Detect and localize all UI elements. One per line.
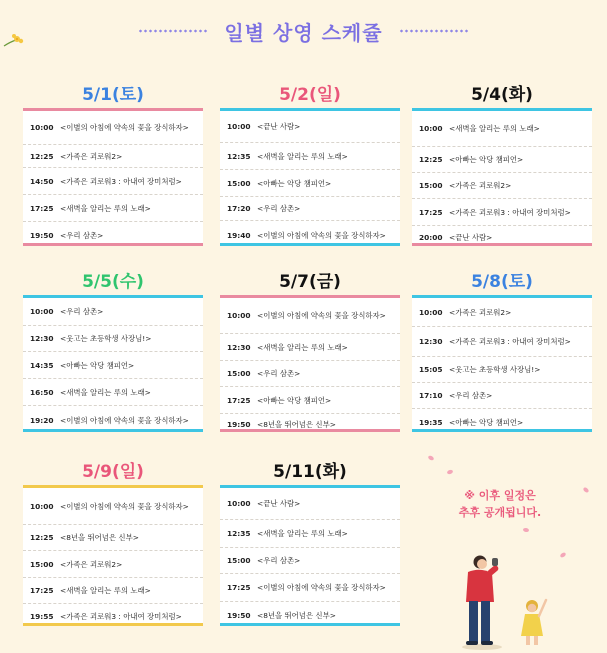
notice-text	[430, 487, 570, 521]
petal-decoration	[523, 528, 530, 533]
movie-title: <가족은 괴로워3 : 아내여 장미처럼>	[449, 337, 571, 346]
title-dots-left	[138, 29, 208, 33]
showtime: 17:10	[419, 391, 443, 400]
day-title: 5/4(화)	[471, 85, 533, 105]
petal-decoration	[446, 469, 453, 475]
movie-title: <이별의 아침에 약속의 꽃을 장식하자>	[60, 416, 189, 425]
movie-title: <이별의 아침에 약속의 꽃을 장식하자>	[60, 501, 189, 511]
movie-title: <우리 삼촌>	[257, 556, 301, 565]
schedule-row	[412, 173, 592, 199]
showtime: 17:25	[227, 583, 251, 592]
title-dots-right	[399, 29, 469, 33]
day-schedule-card	[220, 295, 400, 432]
day-title: 5/1(토)	[82, 85, 144, 105]
movie-title: <가족은 괴로워2>	[60, 559, 123, 569]
movie-title: <새벽을 알리는 루의 노래>	[60, 387, 151, 397]
showtime: 17:25	[419, 207, 443, 217]
showtime: 10:00	[227, 122, 251, 131]
showtime: 19:50	[30, 231, 54, 240]
showtime: 16:50	[30, 387, 54, 397]
movie-title: <이별의 아침에 약속의 꽃을 장식하자>	[257, 311, 386, 320]
day-schedule-card	[23, 108, 203, 246]
schedule-row	[23, 488, 203, 525]
showtime: 17:25	[30, 203, 54, 213]
schedule-row	[220, 414, 400, 435]
showtime: 10:00	[30, 501, 54, 511]
movie-title: <우리 삼촌>	[60, 307, 104, 316]
day-title: 5/5(수)	[82, 272, 144, 292]
movie-title: <가족은 괴로워3 : 아내여 장미처럼>	[449, 207, 571, 217]
movie-title: <8년을 뛰어넘은 신부>	[60, 533, 139, 542]
schedule-row	[220, 111, 400, 143]
showtime: 12:30	[227, 342, 251, 352]
schedule-row	[412, 409, 592, 435]
showtime: 20:00	[419, 233, 443, 242]
showtime: 10:00	[419, 307, 443, 317]
showtime: 15:00	[227, 556, 251, 565]
movie-title: <가족은 괴로워3 : 아내여 장미처럼>	[60, 176, 182, 186]
movie-title: <아빠는 악당 챔피언>	[449, 417, 524, 427]
schedule-row	[220, 520, 400, 548]
showtime: 14:50	[30, 176, 54, 186]
schedule-row	[23, 578, 203, 604]
showtime: 19:50	[227, 420, 251, 429]
petal-decoration	[582, 487, 589, 494]
movie-title: <웃고는 초등학생 사장님!>	[60, 334, 152, 343]
petal-decoration	[427, 455, 434, 461]
movie-title: <가족은 괴로워2>	[60, 151, 123, 161]
schedule-row	[220, 488, 400, 520]
schedule-row	[220, 361, 400, 387]
notice-line-1: ※ 이후 일정은	[464, 489, 536, 502]
movie-title: <우리 삼촌>	[257, 369, 301, 378]
schedule-row	[23, 379, 203, 406]
schedule-row	[412, 111, 592, 147]
movie-title: <아빠는 악당 챔피언>	[257, 395, 332, 405]
schedule-row	[412, 226, 592, 249]
page-title: 일별 상영 스케쥴	[224, 20, 383, 45]
schedule-row	[220, 298, 400, 334]
showtime: 15:00	[227, 178, 251, 188]
movie-title: <새벽을 알리는 루의 노래>	[257, 529, 348, 538]
schedule-row	[220, 170, 400, 197]
showtime: 19:55	[30, 612, 54, 621]
day-schedule-card	[23, 295, 203, 432]
movie-title: <새벽을 알리는 루의 노래>	[257, 151, 348, 161]
schedule-row	[23, 111, 203, 145]
movie-title: <아빠는 악당 챔피언>	[60, 360, 135, 370]
day-title: 5/2(일)	[279, 85, 341, 105]
schedule-row	[412, 327, 592, 357]
schedule-row	[220, 548, 400, 574]
movie-title: <8년을 뛰어넘은 신부>	[257, 420, 336, 429]
schedule-row	[23, 326, 203, 352]
movie-title: <가족은 괴로워2>	[449, 181, 512, 190]
flower-icon	[2, 32, 24, 50]
day-schedule-card	[23, 485, 203, 626]
schedule-row	[23, 604, 203, 629]
movie-title: <가족은 괴로워3 : 아내여 장미처럼>	[60, 612, 182, 621]
schedule-row	[23, 222, 203, 249]
showtime: 10:00	[227, 499, 251, 508]
schedule-row	[23, 195, 203, 222]
showtime: 15:00	[30, 559, 54, 569]
schedule-row	[23, 406, 203, 435]
movie-title: <끝난 사람>	[257, 122, 301, 131]
day-schedule-card	[412, 108, 592, 246]
showtime: 10:00	[30, 123, 54, 132]
movie-title: <새벽을 알리는 루의 노래>	[60, 203, 151, 213]
movie-title: <새벽을 알리는 루의 노래>	[257, 342, 348, 352]
schedule-row	[220, 143, 400, 170]
day-schedule-card	[412, 295, 592, 432]
showtime: 10:00	[227, 311, 251, 320]
showtime: 10:00	[30, 307, 54, 316]
showtime: 19:40	[227, 230, 251, 240]
showtime: 12:25	[30, 151, 54, 161]
schedule-row	[23, 298, 203, 326]
notice-line-2: 추후 공개됩니다.	[458, 506, 542, 519]
movie-title: <우리 삼촌>	[60, 231, 104, 240]
day-schedule-card	[220, 108, 400, 246]
schedule-row	[23, 168, 203, 195]
schedule-row	[220, 387, 400, 414]
showtime: 15:00	[227, 369, 251, 378]
showtime: 19:35	[419, 417, 443, 427]
movie-title: <새벽을 알리는 루의 노래>	[449, 124, 540, 133]
schedule-row	[220, 221, 400, 249]
movie-title: <우리 삼촌>	[257, 204, 301, 213]
schedule-row	[412, 383, 592, 409]
movie-title: <새벽을 알리는 루의 노래>	[60, 586, 151, 595]
showtime: 17:20	[227, 204, 251, 213]
showtime: 15:05	[419, 365, 443, 374]
showtime: 12:30	[419, 337, 443, 346]
showtime: 14:35	[30, 360, 54, 370]
movie-title: <끝난 사람>	[257, 499, 301, 508]
showtime: 10:00	[419, 124, 443, 133]
day-title: 5/7(금)	[279, 272, 341, 292]
schedule-row	[23, 525, 203, 551]
movie-title: <웃고는 초등학생 사장님!>	[449, 365, 541, 374]
movie-title: <우리 삼촌>	[449, 391, 493, 400]
day-title: 5/9(일)	[82, 462, 144, 482]
showtime: 12:30	[30, 334, 54, 343]
movie-title: <이별의 아침에 약속의 꽃을 장식하자>	[60, 123, 189, 132]
day-title: 5/8(토)	[471, 272, 533, 292]
day-schedule-card	[220, 485, 400, 626]
schedule-row	[220, 334, 400, 361]
movie-title: <가족은 괴로워2>	[449, 307, 512, 317]
showtime: 12:25	[30, 533, 54, 542]
day-title: 5/11(화)	[273, 462, 347, 482]
schedule-row	[220, 197, 400, 221]
schedule-row	[23, 145, 203, 168]
schedule-row	[23, 551, 203, 578]
showtime: 17:25	[227, 395, 251, 405]
showtime: 19:50	[227, 611, 251, 620]
movie-title: <8년을 뛰어넘은 신부>	[257, 611, 336, 620]
schedule-row	[412, 298, 592, 327]
showtime: 17:25	[30, 586, 54, 595]
schedule-row	[220, 574, 400, 602]
movie-title: <이별의 아침에 약속의 꽃을 장식하자>	[257, 230, 386, 240]
showtime: 12:25	[419, 155, 443, 164]
showtime: 12:35	[227, 151, 251, 161]
schedule-row	[220, 602, 400, 629]
movie-title: <끝난 사람>	[449, 233, 493, 242]
page-header	[0, 14, 607, 48]
schedule-row	[412, 357, 592, 383]
movie-title: <아빠는 악당 챔피언>	[257, 178, 332, 188]
family-illustration	[440, 540, 570, 650]
movie-title: <이별의 아침에 약속의 꽃을 장식하자>	[257, 583, 386, 592]
showtime: 15:00	[419, 181, 443, 190]
schedule-row	[412, 199, 592, 226]
showtime: 19:20	[30, 416, 54, 425]
schedule-row	[412, 147, 592, 173]
showtime: 12:35	[227, 529, 251, 538]
schedule-row	[23, 352, 203, 379]
movie-title: <아빠는 악당 챔피언>	[449, 155, 524, 164]
